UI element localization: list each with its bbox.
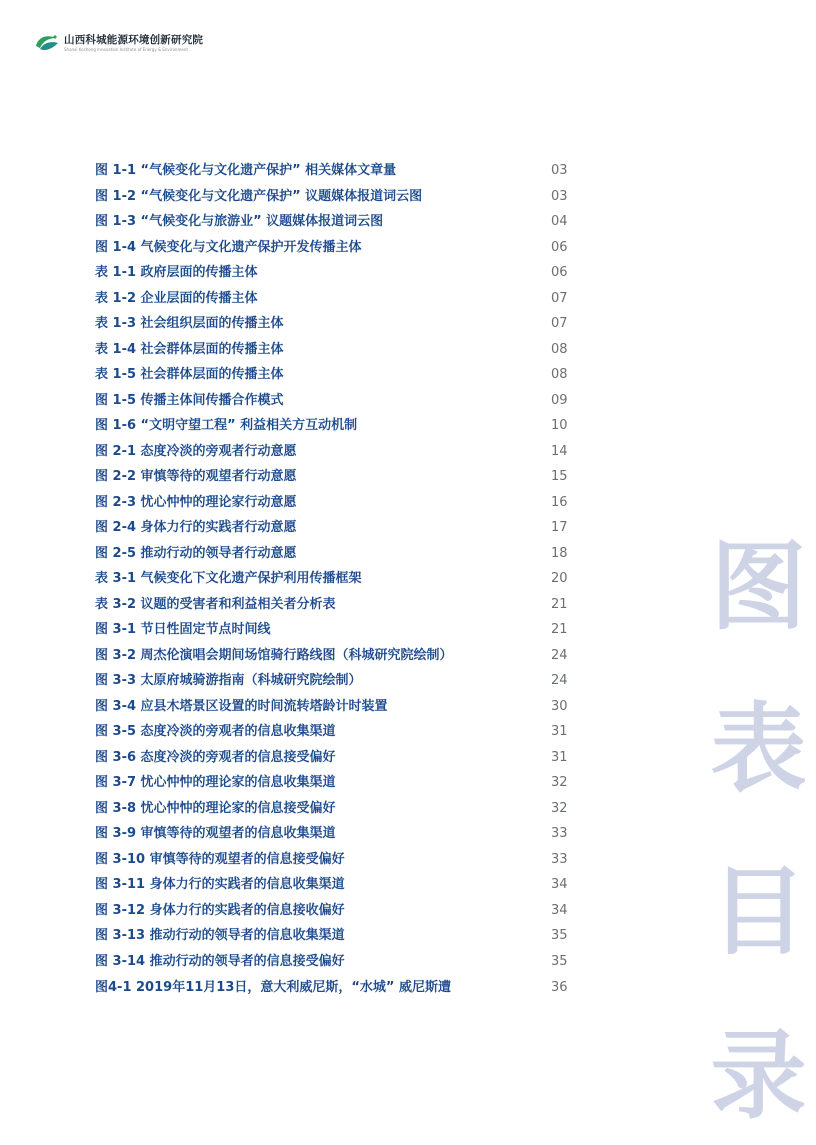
org-name-cn: 山西科城能源环境创新研究院 xyxy=(64,33,204,46)
toc-entry-title: 图 3-4 应县木塔景区设置的时间流转塔龄计时装置 xyxy=(95,698,388,714)
toc-entry-title: 表 1-1 政府层面的传播主体 xyxy=(95,265,258,281)
toc-entry-title: 图 3-7 忧心忡忡的理论家的信息收集渠道 xyxy=(95,775,336,791)
toc-entry[interactable] xyxy=(95,952,575,978)
toc-entry[interactable] xyxy=(95,850,575,876)
toc-entry[interactable] xyxy=(95,187,575,213)
institute-logo-icon xyxy=(34,32,60,54)
toc-entry[interactable] xyxy=(95,493,575,519)
toc-entry[interactable] xyxy=(95,544,575,570)
toc-entry[interactable] xyxy=(95,238,575,264)
page-header xyxy=(34,32,203,54)
toc-entry-title: 图4-1 2019年11月13日，意大利威尼斯，“水城” 威尼斯遭 xyxy=(95,979,451,995)
toc-entry-title: 图 1-3 “气候变化与旅游业” 议题媒体报道词云图 xyxy=(95,214,384,230)
toc-entry-page: 03 xyxy=(551,163,568,178)
toc-entry-title: 图 1-1 “气候变化与文化遗产保护” 相关媒体文章量 xyxy=(95,163,397,178)
toc-entry-page: 09 xyxy=(551,392,568,408)
toc-entry[interactable] xyxy=(95,620,575,646)
toc-entry-page: 34 xyxy=(551,877,568,893)
toc-entry-title: 图 3-14 推动行动的领导者的信息接受偏好 xyxy=(95,953,345,969)
toc-entry[interactable] xyxy=(95,901,575,927)
toc-entry-page: 15 xyxy=(551,469,568,485)
toc-entry-title: 表 1-2 企业层面的传播主体 xyxy=(95,290,258,306)
toc-entry[interactable] xyxy=(95,416,575,442)
toc-entry-title: 图 3-1 节日性固定节点时间线 xyxy=(95,622,271,638)
side-title-char: 目 xyxy=(710,856,807,968)
toc-entry[interactable] xyxy=(95,391,575,417)
toc-entry[interactable] xyxy=(95,569,575,595)
toc-entry[interactable] xyxy=(95,646,575,672)
toc-entry[interactable] xyxy=(95,799,575,825)
toc-entry-page: 31 xyxy=(551,724,568,740)
toc-entry[interactable] xyxy=(95,748,575,774)
toc-entry-title: 图 2-5 推动行动的领导者行动意愿 xyxy=(95,545,297,561)
toc-entry-page: 32 xyxy=(551,775,568,791)
toc-entry-page: 36 xyxy=(551,979,568,995)
org-name-en: Shanxi Kecheng Innovation Institute of Energy & Environment xyxy=(64,46,188,52)
toc-entry-title: 表 3-1 气候变化下文化遗产保护利用传播框架 xyxy=(95,571,362,587)
side-title-char: 表 xyxy=(710,693,807,805)
toc-entry-page: 20 xyxy=(551,571,568,587)
toc-entry-title: 图 1-5 传播主体间传播合作模式 xyxy=(95,392,284,408)
org-name xyxy=(64,34,203,53)
toc-entry[interactable] xyxy=(95,978,575,1004)
toc-entry-page: 17 xyxy=(551,520,568,536)
toc-entry-page: 21 xyxy=(551,596,568,612)
toc-entry-page: 33 xyxy=(551,826,568,842)
side-title-char: 录 xyxy=(710,1020,807,1132)
toc-entry-page: 24 xyxy=(551,673,568,689)
toc-entry-title: 图 3-11 身体力行的实践者的信息收集渠道 xyxy=(95,877,345,893)
toc-entry-page: 03 xyxy=(551,188,568,204)
toc-entry-title: 图 2-1 态度冷淡的旁观者行动意愿 xyxy=(95,443,297,459)
toc-entry-page: 33 xyxy=(551,851,568,867)
toc-entry-title: 图 2-3 忧心忡忡的理论家行动意愿 xyxy=(95,494,297,510)
toc-entry[interactable] xyxy=(95,518,575,544)
toc-entry-title: 图 3-6 态度冷淡的旁观者的信息接受偏好 xyxy=(95,749,336,765)
toc-entry[interactable] xyxy=(95,212,575,238)
toc-entry-title: 图 1-2 “气候变化与文化遗产保护” 议题媒体报道词云图 xyxy=(95,188,423,204)
toc-entry[interactable] xyxy=(95,595,575,621)
toc-entry[interactable] xyxy=(95,161,575,187)
toc-entry-page: 07 xyxy=(551,316,568,332)
toc-entry-title: 图 3-13 推动行动的领导者的信息收集渠道 xyxy=(95,928,345,944)
toc-entry-page: 06 xyxy=(551,265,568,281)
toc-entry-title: 表 3-2 议题的受害者和利益相关者分析表 xyxy=(95,596,336,612)
toc-entry-page: 16 xyxy=(551,494,568,510)
toc-entry-page: 08 xyxy=(551,341,568,357)
toc-entry[interactable] xyxy=(95,314,575,340)
toc-entry-title: 图 3-12 身体力行的实践者的信息接收偏好 xyxy=(95,902,345,918)
toc-entry-page: 32 xyxy=(551,800,568,816)
toc-entry-page: 10 xyxy=(551,418,568,434)
toc-entry-title: 图 2-4 身体力行的实践者行动意愿 xyxy=(95,520,297,536)
toc-entry-title: 图 3-2 周杰伦演唱会期间场馆骑行路线图（科城研究院绘制） xyxy=(95,647,453,663)
toc-entry[interactable] xyxy=(95,875,575,901)
toc-entry[interactable] xyxy=(95,365,575,391)
toc-entry-page: 04 xyxy=(551,214,568,230)
toc-entry-page: 35 xyxy=(551,953,568,969)
toc-entry-page: 07 xyxy=(551,290,568,306)
toc-entry-page: 30 xyxy=(551,698,568,714)
figure-table-list xyxy=(95,161,575,1003)
toc-entry-page: 08 xyxy=(551,367,568,383)
toc-entry-page: 06 xyxy=(551,239,568,255)
toc-entry-page: 35 xyxy=(551,928,568,944)
toc-entry[interactable] xyxy=(95,263,575,289)
toc-entry-title: 图 3-10 审慎等待的观望者的信息接受偏好 xyxy=(95,851,345,867)
toc-entry[interactable] xyxy=(95,926,575,952)
toc-entry-page: 18 xyxy=(551,545,568,561)
toc-entry-title: 图 3-8 忧心忡忡的理论家的信息接受偏好 xyxy=(95,800,336,816)
toc-entry-page: 14 xyxy=(551,443,568,459)
toc-entry-title: 图 3-9 审慎等待的观望者的信息收集渠道 xyxy=(95,826,336,842)
toc-entry-title: 图 1-6 “文明守望工程” 利益相关方互动机制 xyxy=(95,418,358,434)
toc-entry-title: 图 1-4 气候变化与文化遗产保护开发传播主体 xyxy=(95,239,362,255)
toc-entry[interactable] xyxy=(95,722,575,748)
toc-entry-title: 图 2-2 审慎等待的观望者行动意愿 xyxy=(95,469,297,485)
toc-entry[interactable] xyxy=(95,442,575,468)
toc-entry-title: 图 3-5 态度冷淡的旁观者的信息收集渠道 xyxy=(95,724,336,740)
toc-entry[interactable] xyxy=(95,824,575,850)
toc-entry-page: 34 xyxy=(551,902,568,918)
toc-entry[interactable] xyxy=(95,697,575,723)
toc-entry-title: 表 1-3 社会组织层面的传播主体 xyxy=(95,316,284,332)
toc-entry[interactable] xyxy=(95,467,575,493)
toc-entry[interactable] xyxy=(95,773,575,799)
side-title-char: 图 xyxy=(710,531,807,643)
toc-entry-page: 21 xyxy=(551,622,568,638)
toc-entry-title: 表 1-4 社会群体层面的传播主体 xyxy=(95,341,284,357)
toc-entry[interactable] xyxy=(95,671,575,697)
toc-entry[interactable] xyxy=(95,289,575,315)
toc-entry-title: 表 1-5 社会群体层面的传播主体 xyxy=(95,367,284,383)
toc-entry[interactable] xyxy=(95,340,575,366)
toc-entry-page: 31 xyxy=(551,749,568,765)
toc-entry-page: 24 xyxy=(551,647,568,663)
toc-entry-title: 图 3-3 太原府城骑游指南（科城研究院绘制） xyxy=(95,673,362,689)
